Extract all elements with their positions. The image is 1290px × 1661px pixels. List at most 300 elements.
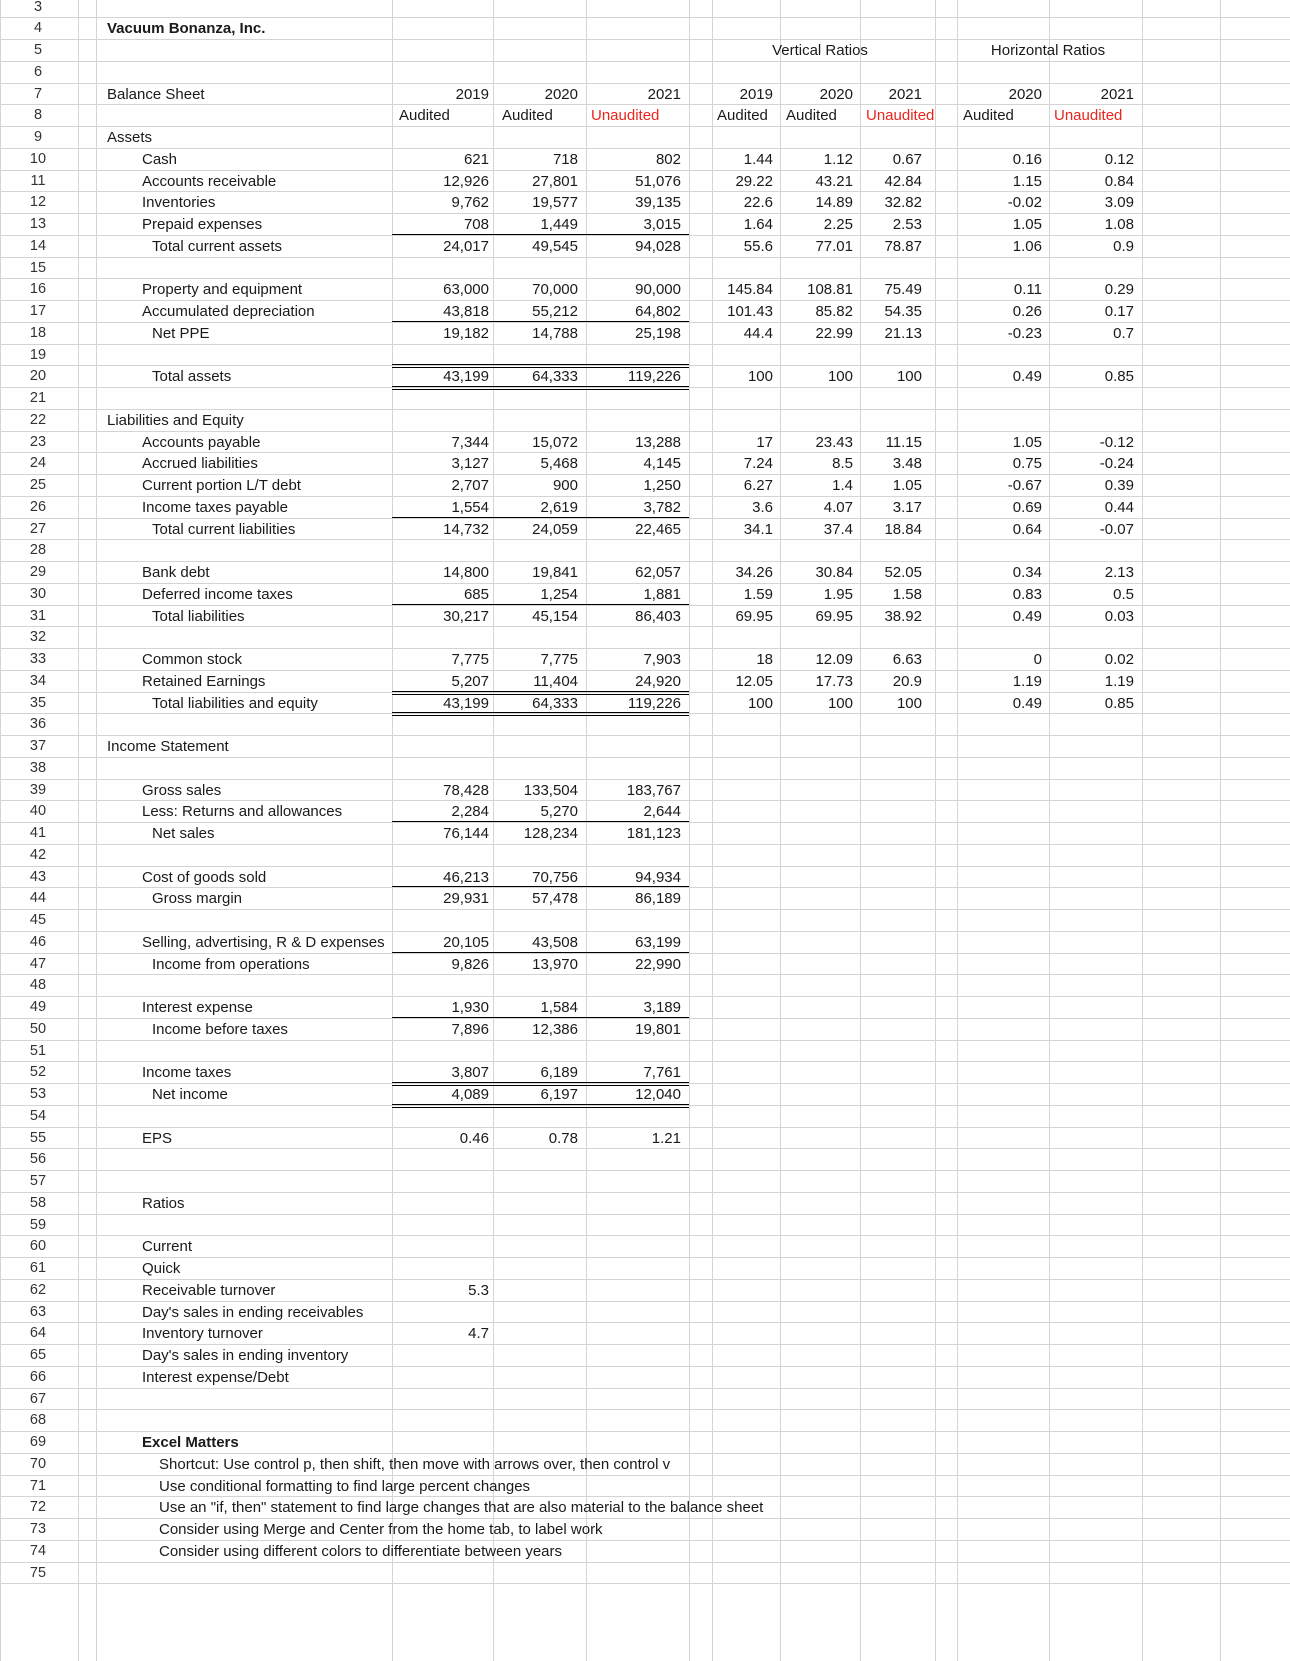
row-header[interactable]: 36 [29, 716, 47, 733]
balance-value[interactable]: 3,127 [451, 455, 489, 473]
balance-value[interactable]: 22,990 [635, 955, 681, 973]
row-header[interactable]: 75 [29, 1564, 47, 1581]
audit-status[interactable]: Audited [786, 107, 837, 125]
horizontal-ratio-value[interactable]: 0.16 [1012, 150, 1042, 168]
row-header[interactable]: 56 [29, 1151, 47, 1168]
section-heading[interactable]: Liabilities and Equity [107, 411, 244, 429]
horizontal-ratio-value[interactable]: 1.06 [1012, 237, 1042, 255]
row-label[interactable]: Day's sales in ending receivables [142, 1303, 364, 1321]
excel-matters-line[interactable]: Use conditional formatting to find large percent changes [159, 1477, 531, 1495]
vertical-ratio-value[interactable]: 3.48 [892, 455, 922, 473]
row-header[interactable]: 62 [29, 1281, 47, 1298]
row-label[interactable]: Quick [142, 1260, 181, 1277]
row-label[interactable]: Total current liabilities [152, 520, 296, 538]
balance-value[interactable]: 128,234 [523, 825, 578, 842]
vertical-ratio-value[interactable]: 100 [747, 694, 773, 712]
row-header[interactable]: 40 [29, 803, 47, 820]
row-label[interactable]: Inventories [142, 194, 216, 212]
balance-value[interactable]: 2,284 [451, 803, 489, 821]
row-header[interactable]: 51 [29, 1042, 47, 1059]
row-header[interactable]: 6 [33, 63, 43, 80]
row-header[interactable]: 74 [29, 1542, 47, 1559]
horizontal-ratio-value[interactable]: 0.64 [1012, 520, 1042, 538]
balance-value[interactable]: 7,896 [451, 1020, 489, 1038]
horizontal-ratio-value[interactable]: -0.12 [1099, 433, 1134, 451]
row-header[interactable]: 42 [29, 846, 47, 863]
vertical-ratio-value[interactable]: 34.1 [743, 520, 773, 538]
balance-value[interactable]: 1,254 [540, 585, 578, 603]
vertical-ratio-value[interactable]: 17.73 [815, 672, 853, 690]
row-header[interactable]: 14 [29, 237, 47, 254]
balance-value[interactable]: 718 [552, 150, 578, 168]
audit-status[interactable]: Unaudited [591, 107, 660, 125]
row-header[interactable]: 58 [29, 1194, 47, 1211]
balance-value[interactable]: 22,465 [635, 520, 681, 538]
row-header[interactable]: 55 [29, 1129, 47, 1146]
vertical-ratio-value[interactable]: 1.12 [823, 150, 853, 168]
row-label[interactable]: Income taxes [142, 1064, 232, 1082]
row-label[interactable]: Property and equipment [142, 281, 303, 299]
vertical-ratio-value[interactable]: 30.84 [815, 564, 853, 581]
balance-value[interactable]: 1,250 [643, 477, 681, 494]
horizontal-ratio-value[interactable]: 0.75 [1012, 455, 1042, 473]
balance-value[interactable]: 78,428 [443, 781, 489, 799]
balance-value[interactable]: 43,508 [532, 933, 578, 951]
balance-value[interactable]: 43,199 [443, 694, 489, 712]
balance-value[interactable]: 51,076 [635, 172, 681, 190]
vertical-ratio-value[interactable]: 18.84 [884, 520, 922, 538]
row-header[interactable]: 70 [29, 1455, 47, 1472]
vertical-ratio-value[interactable]: 1.59 [743, 585, 773, 603]
row-header[interactable]: 23 [29, 433, 47, 450]
excel-matters-line[interactable]: Shortcut: Use control p, then shift, then move with arrows over, then control v [159, 1455, 671, 1473]
balance-value[interactable]: 70,000 [532, 281, 578, 299]
horizontal-ratio-value[interactable]: 0.17 [1104, 303, 1134, 320]
balance-value[interactable]: 12,926 [443, 172, 489, 190]
balance-value[interactable]: 90,000 [635, 281, 681, 299]
row-header[interactable]: 29 [29, 564, 47, 580]
row-header[interactable]: 37 [29, 738, 47, 754]
vertical-ratio-value[interactable]: 29.22 [735, 172, 773, 190]
balance-value[interactable]: 133,504 [523, 781, 578, 799]
row-header[interactable]: 64 [29, 1325, 47, 1342]
row-header[interactable]: 49 [29, 999, 47, 1015]
vertical-ratio-value[interactable]: 69.95 [735, 607, 773, 625]
horizontal-ratio-value[interactable]: 0.7 [1113, 324, 1134, 342]
row-header[interactable]: 60 [29, 1238, 47, 1255]
row-label[interactable]: Inventory turnover [142, 1325, 263, 1343]
audit-status[interactable]: Audited [963, 107, 1014, 125]
year-header[interactable]: 2019 [455, 85, 489, 103]
vertical-ratio-value[interactable]: 1.05 [892, 477, 922, 494]
row-header[interactable]: 24 [29, 455, 47, 472]
vertical-ratio-value[interactable]: 6.27 [743, 477, 773, 494]
vertical-ratio-value[interactable]: 100 [896, 694, 922, 712]
vertical-ratio-value[interactable]: 1.64 [743, 216, 773, 233]
balance-sheet-label[interactable]: Balance Sheet [107, 85, 205, 103]
balance-value[interactable]: 802 [655, 150, 681, 168]
row-header[interactable]: 72 [29, 1499, 47, 1516]
row-header[interactable]: 68 [29, 1412, 47, 1429]
row-header[interactable]: 7 [33, 85, 43, 102]
balance-value[interactable]: 39,135 [635, 194, 681, 212]
row-label[interactable]: Net sales [152, 825, 215, 842]
horizontal-ratio-value[interactable]: 2.13 [1104, 564, 1134, 581]
balance-value[interactable]: 3,782 [643, 498, 681, 516]
vertical-ratio-value[interactable]: 37.4 [823, 520, 853, 538]
horizontal-ratio-value[interactable]: 0.26 [1012, 303, 1042, 320]
horizontal-ratio-value[interactable]: 1.15 [1012, 172, 1042, 190]
balance-value[interactable]: 1,554 [451, 498, 489, 516]
company-name[interactable]: Vacuum Bonanza, Inc. [107, 20, 266, 38]
year-header[interactable]: 2020 [544, 85, 578, 103]
horizontal-ratio-value[interactable]: -0.24 [1099, 455, 1134, 473]
balance-value[interactable]: 4,145 [643, 455, 681, 473]
row-label[interactable]: Current [142, 1238, 193, 1256]
horizontal-ratio-value[interactable]: -0.67 [1007, 477, 1042, 494]
horizontal-ratio-value[interactable]: 0.83 [1012, 585, 1042, 603]
balance-value[interactable]: 4.7 [468, 1325, 489, 1343]
balance-value[interactable]: 6,197 [540, 1086, 578, 1103]
horizontal-ratio-value[interactable]: 0.49 [1012, 368, 1042, 386]
row-header[interactable]: 16 [29, 281, 47, 298]
section-heading[interactable]: Assets [107, 129, 153, 146]
row-header[interactable]: 63 [29, 1303, 47, 1320]
row-header[interactable]: 31 [29, 607, 47, 624]
row-header[interactable]: 30 [29, 585, 47, 602]
vertical-ratio-value[interactable]: 100 [896, 368, 922, 386]
horizontal-ratio-value[interactable]: 0.29 [1104, 281, 1134, 299]
excel-matters-line[interactable]: Consider using different colors to differentiate between years [159, 1542, 563, 1560]
vertical-ratio-value[interactable]: 52.05 [884, 564, 922, 581]
vertical-ratio-value[interactable]: 3.17 [892, 498, 922, 516]
vertical-ratio-value[interactable]: 7.24 [743, 455, 773, 473]
balance-value[interactable]: 57,478 [532, 890, 578, 908]
vertical-ratio-value[interactable]: 69.95 [815, 607, 853, 625]
vertical-ratio-value[interactable]: 1.44 [743, 150, 773, 168]
year-header[interactable]: 2020 [1008, 85, 1042, 103]
horizontal-ratio-value[interactable]: 0.85 [1104, 368, 1134, 386]
balance-value[interactable]: 19,577 [532, 194, 578, 212]
balance-value[interactable]: 7,761 [643, 1064, 681, 1082]
vertical-ratio-value[interactable]: 21.13 [884, 324, 922, 342]
excel-matters-title[interactable]: Excel Matters [142, 1434, 239, 1451]
row-header[interactable]: 52 [29, 1064, 47, 1081]
vertical-ratio-value[interactable]: 38.92 [884, 607, 922, 625]
balance-value[interactable]: 19,841 [532, 564, 578, 581]
row-header[interactable]: 66 [29, 1368, 47, 1385]
balance-value[interactable]: 7,775 [451, 651, 489, 668]
row-header[interactable]: 19 [29, 346, 47, 363]
vertical-ratio-value[interactable]: 23.43 [815, 433, 853, 451]
balance-value[interactable]: 1.21 [651, 1129, 681, 1147]
audit-status[interactable]: Audited [399, 107, 450, 125]
audit-status[interactable]: Unaudited [1054, 107, 1123, 125]
row-header[interactable]: 17 [29, 303, 47, 319]
balance-value[interactable]: 19,182 [443, 324, 489, 342]
balance-value[interactable]: 13,970 [532, 955, 578, 973]
vertical-ratio-value[interactable]: 1.4 [832, 477, 853, 494]
balance-value[interactable]: 76,144 [443, 825, 489, 842]
balance-value[interactable]: 19,801 [635, 1020, 681, 1038]
balance-value[interactable]: 46,213 [443, 868, 489, 886]
row-label[interactable]: Retained Earnings [142, 672, 266, 690]
year-header[interactable]: 2021 [1100, 85, 1134, 103]
row-header[interactable]: 47 [29, 955, 47, 972]
vertical-ratio-value[interactable]: 4.07 [823, 498, 853, 516]
row-header[interactable]: 5 [33, 42, 43, 58]
horizontal-ratio-value[interactable]: 1.19 [1104, 672, 1134, 690]
row-header[interactable]: 4 [33, 20, 43, 37]
row-label[interactable]: Total assets [152, 368, 232, 386]
balance-value[interactable]: 5,270 [540, 803, 578, 821]
balance-value[interactable]: 24,059 [532, 520, 578, 538]
balance-value[interactable]: 64,333 [532, 368, 578, 386]
row-header[interactable]: 54 [29, 1107, 47, 1124]
balance-value[interactable]: 3,189 [643, 999, 681, 1016]
row-header[interactable]: 10 [29, 150, 47, 167]
vertical-ratio-value[interactable]: 2.25 [823, 216, 853, 233]
row-header[interactable]: 8 [33, 107, 43, 124]
row-header[interactable]: 53 [29, 1086, 47, 1102]
vertical-ratio-value[interactable]: 11.15 [885, 433, 922, 451]
row-header[interactable]: 34 [29, 672, 47, 689]
horizontal-ratio-value[interactable]: -0.23 [1007, 324, 1042, 342]
balance-value[interactable]: 9,826 [451, 955, 489, 973]
vertical-ratio-value[interactable]: 78.87 [884, 237, 922, 255]
balance-value[interactable]: 29,931 [443, 890, 489, 908]
row-header[interactable]: 48 [29, 977, 47, 994]
horizontal-ratio-value[interactable]: 0.11 [1013, 281, 1042, 299]
row-header[interactable]: 59 [29, 1216, 47, 1233]
row-header[interactable]: 65 [29, 1347, 47, 1363]
vertical-ratio-value[interactable]: 101.43 [727, 303, 773, 320]
balance-value[interactable]: 183,767 [626, 781, 681, 799]
row-header[interactable]: 69 [29, 1434, 47, 1450]
vertical-ratio-value[interactable]: 22.99 [815, 324, 853, 342]
horizontal-ratio-value[interactable]: 0.69 [1012, 498, 1042, 516]
vertical-ratio-value[interactable]: 20.9 [892, 672, 922, 690]
horizontal-ratio-value[interactable]: 1.08 [1104, 216, 1134, 233]
horizontal-ratio-value[interactable]: 1.05 [1012, 433, 1042, 451]
row-header[interactable]: 61 [29, 1260, 47, 1276]
vertical-ratio-value[interactable]: 43.21 [815, 172, 853, 190]
row-label[interactable]: Income taxes payable [142, 498, 288, 516]
row-label[interactable]: Accounts payable [142, 433, 261, 451]
balance-value[interactable]: 9,762 [451, 194, 489, 212]
balance-value[interactable]: 5,468 [540, 455, 578, 473]
row-label[interactable]: Net income [152, 1086, 228, 1103]
balance-value[interactable]: 181,123 [626, 825, 681, 842]
vertical-ratio-value[interactable]: 75.49 [884, 281, 922, 299]
row-label[interactable]: Gross sales [142, 781, 222, 799]
balance-value[interactable]: 7,903 [643, 651, 681, 668]
balance-value[interactable]: 1,584 [540, 999, 578, 1016]
row-header[interactable]: 11 [30, 172, 46, 189]
balance-value[interactable]: 119,226 [627, 694, 681, 712]
balance-value[interactable]: 64,333 [532, 694, 578, 712]
balance-value[interactable]: 64,802 [635, 303, 681, 320]
horizontal-ratio-value[interactable]: 0.34 [1012, 564, 1042, 581]
audit-status[interactable]: Unaudited [866, 107, 935, 125]
row-header[interactable]: 43 [29, 868, 47, 885]
balance-value[interactable]: 11,404 [533, 672, 578, 690]
audit-status[interactable]: Audited [717, 107, 768, 125]
row-label[interactable]: Cash [142, 150, 178, 168]
balance-value[interactable]: 45,154 [532, 607, 578, 625]
row-label[interactable]: EPS [142, 1129, 173, 1147]
row-label[interactable]: Bank debt [142, 564, 210, 581]
vertical-ratio-value[interactable]: 42.84 [884, 172, 922, 190]
row-header[interactable]: 18 [29, 324, 47, 341]
balance-value[interactable]: 0.78 [548, 1129, 578, 1147]
vertical-ratio-value[interactable]: 1.95 [823, 585, 853, 603]
audit-status[interactable]: Audited [502, 107, 553, 125]
row-label[interactable]: Ratios [142, 1194, 185, 1212]
balance-value[interactable]: 43,199 [443, 368, 489, 386]
horizontal-ratio-value[interactable]: 1.05 [1012, 216, 1042, 233]
balance-value[interactable]: 24,920 [635, 672, 681, 690]
horizontal-ratio-value[interactable]: 0.12 [1104, 150, 1134, 168]
vertical-ratio-value[interactable]: 54.35 [884, 303, 922, 320]
horizontal-ratio-value[interactable]: 0.49 [1012, 694, 1042, 712]
balance-value[interactable]: 13,288 [635, 433, 681, 451]
vertical-ratio-value[interactable]: 32.82 [884, 194, 922, 212]
row-header[interactable]: 3 [33, 0, 43, 15]
horizontal-ratio-value[interactable]: 0.02 [1104, 651, 1134, 668]
year-header[interactable]: 2019 [739, 85, 773, 103]
balance-value[interactable]: 0.46 [459, 1129, 489, 1147]
horizontal-ratio-value[interactable]: 1.19 [1012, 672, 1042, 690]
vertical-ratio-value[interactable]: 2.53 [892, 216, 922, 233]
balance-value[interactable]: 7,775 [540, 651, 578, 668]
row-header[interactable]: 50 [29, 1020, 47, 1037]
vertical-ratios-header[interactable]: Vertical Ratios [772, 42, 868, 59]
row-label[interactable]: Total current assets [152, 237, 283, 255]
horizontal-ratio-value[interactable]: 0.49 [1012, 607, 1042, 625]
row-header[interactable]: 28 [29, 542, 47, 559]
row-header[interactable]: 32 [29, 629, 47, 646]
vertical-ratio-value[interactable]: 108.81 [807, 281, 853, 299]
horizontal-ratio-value[interactable]: 0.5 [1113, 585, 1134, 603]
row-header[interactable]: 27 [29, 520, 47, 537]
vertical-ratio-value[interactable]: 22.6 [743, 194, 773, 212]
row-header[interactable]: 21 [29, 390, 47, 406]
section-heading[interactable]: Income Statement [107, 738, 229, 755]
row-label[interactable]: Common stock [142, 651, 243, 668]
balance-value[interactable]: 94,934 [635, 868, 681, 886]
balance-value[interactable]: 5.3 [468, 1281, 489, 1299]
vertical-ratio-value[interactable]: 3.6 [752, 498, 773, 516]
balance-value[interactable]: 1,930 [451, 999, 489, 1016]
row-label[interactable]: Receivable turnover [142, 1281, 276, 1299]
balance-value[interactable]: 3,015 [643, 216, 681, 233]
horizontal-ratio-value[interactable]: 0.39 [1104, 477, 1134, 494]
horizontal-ratio-value[interactable]: 0.03 [1104, 607, 1134, 625]
row-header[interactable]: 15 [29, 259, 47, 276]
balance-value[interactable]: 14,788 [532, 324, 578, 342]
balance-value[interactable]: 63,199 [635, 933, 681, 951]
row-header[interactable]: 71 [29, 1477, 47, 1494]
balance-value[interactable]: 2,707 [451, 477, 489, 494]
vertical-ratio-value[interactable]: 85.82 [815, 303, 853, 320]
balance-value[interactable]: 3,807 [451, 1064, 489, 1082]
vertical-ratio-value[interactable]: 44.4 [743, 324, 773, 342]
horizontal-ratio-value[interactable]: 0 [1033, 651, 1042, 668]
balance-value[interactable]: 1,449 [540, 216, 578, 233]
row-header[interactable]: 33 [29, 651, 47, 667]
balance-value[interactable]: 62,057 [635, 564, 681, 581]
horizontal-ratio-value[interactable]: 0.44 [1104, 498, 1134, 516]
row-header[interactable]: 22 [29, 411, 47, 428]
horizontal-ratio-value[interactable]: -0.02 [1007, 194, 1042, 212]
balance-value[interactable]: 25,198 [635, 324, 681, 342]
row-header[interactable]: 39 [29, 781, 47, 798]
vertical-ratio-value[interactable]: 17 [756, 433, 773, 451]
vertical-ratio-value[interactable]: 1.58 [892, 585, 922, 603]
row-header[interactable]: 45 [29, 912, 47, 928]
vertical-ratio-value[interactable]: 8.5 [832, 455, 853, 473]
row-header[interactable]: 35 [29, 694, 47, 711]
row-header[interactable]: 25 [29, 477, 47, 493]
balance-value[interactable]: 12,386 [532, 1020, 578, 1038]
row-label[interactable]: Accumulated depreciation [142, 303, 315, 320]
row-header[interactable]: 13 [29, 216, 47, 232]
balance-value[interactable]: 86,189 [635, 890, 681, 908]
row-label[interactable]: Deferred income taxes [142, 585, 293, 603]
row-header[interactable]: 46 [29, 933, 47, 950]
balance-value[interactable]: 708 [463, 216, 489, 233]
excel-matters-line[interactable]: Consider using Merge and Center from the home tab, to label work [159, 1521, 603, 1538]
vertical-ratio-value[interactable]: 77.01 [815, 237, 853, 255]
balance-value[interactable]: 15,072 [532, 433, 578, 451]
row-label[interactable]: Interest expense [142, 999, 253, 1016]
vertical-ratio-value[interactable]: 0.67 [892, 150, 922, 168]
balance-value[interactable]: 1,881 [643, 585, 681, 603]
balance-value[interactable]: 2,644 [643, 803, 681, 821]
balance-value[interactable]: 6,189 [540, 1064, 578, 1082]
row-label[interactable]: Cost of goods sold [142, 868, 267, 886]
row-label[interactable]: Day's sales in ending inventory [142, 1347, 349, 1364]
balance-value[interactable]: 27,801 [532, 172, 578, 190]
row-label[interactable]: Gross margin [152, 890, 243, 908]
vertical-ratio-value[interactable]: 12.05 [735, 672, 773, 690]
balance-value[interactable]: 24,017 [443, 237, 489, 255]
balance-value[interactable]: 86,403 [635, 607, 681, 625]
excel-matters-line[interactable]: Use an "if, then" statement to find large changes that are also material to the balance sheet [159, 1499, 764, 1517]
balance-value[interactable]: 685 [463, 585, 489, 603]
vertical-ratio-value[interactable]: 6.63 [892, 651, 922, 668]
horizontal-ratio-value[interactable]: 0.9 [1113, 237, 1134, 255]
balance-value[interactable]: 94,028 [635, 237, 681, 255]
horizontal-ratio-value[interactable]: 0.84 [1104, 172, 1134, 190]
balance-value[interactable]: 43,818 [443, 303, 489, 320]
row-label[interactable]: Interest expense/Debt [142, 1368, 289, 1386]
vertical-ratio-value[interactable]: 12.09 [815, 651, 853, 668]
horizontal-ratio-value[interactable]: 0.85 [1104, 694, 1134, 712]
year-header[interactable]: 2020 [819, 85, 853, 103]
row-label[interactable]: Accounts receivable [142, 172, 277, 190]
row-label[interactable]: Total liabilities [152, 607, 245, 625]
row-label[interactable]: Less: Returns and allowances [142, 803, 343, 821]
vertical-ratio-value[interactable]: 55.6 [743, 237, 773, 255]
row-header[interactable]: 44 [29, 890, 47, 907]
balance-value[interactable]: 5,207 [451, 672, 489, 690]
balance-value[interactable]: 55,212 [532, 303, 578, 320]
row-header[interactable]: 73 [29, 1521, 47, 1537]
horizontal-ratio-value[interactable]: -0.07 [1099, 520, 1134, 538]
vertical-ratio-value[interactable]: 34.26 [735, 564, 773, 581]
